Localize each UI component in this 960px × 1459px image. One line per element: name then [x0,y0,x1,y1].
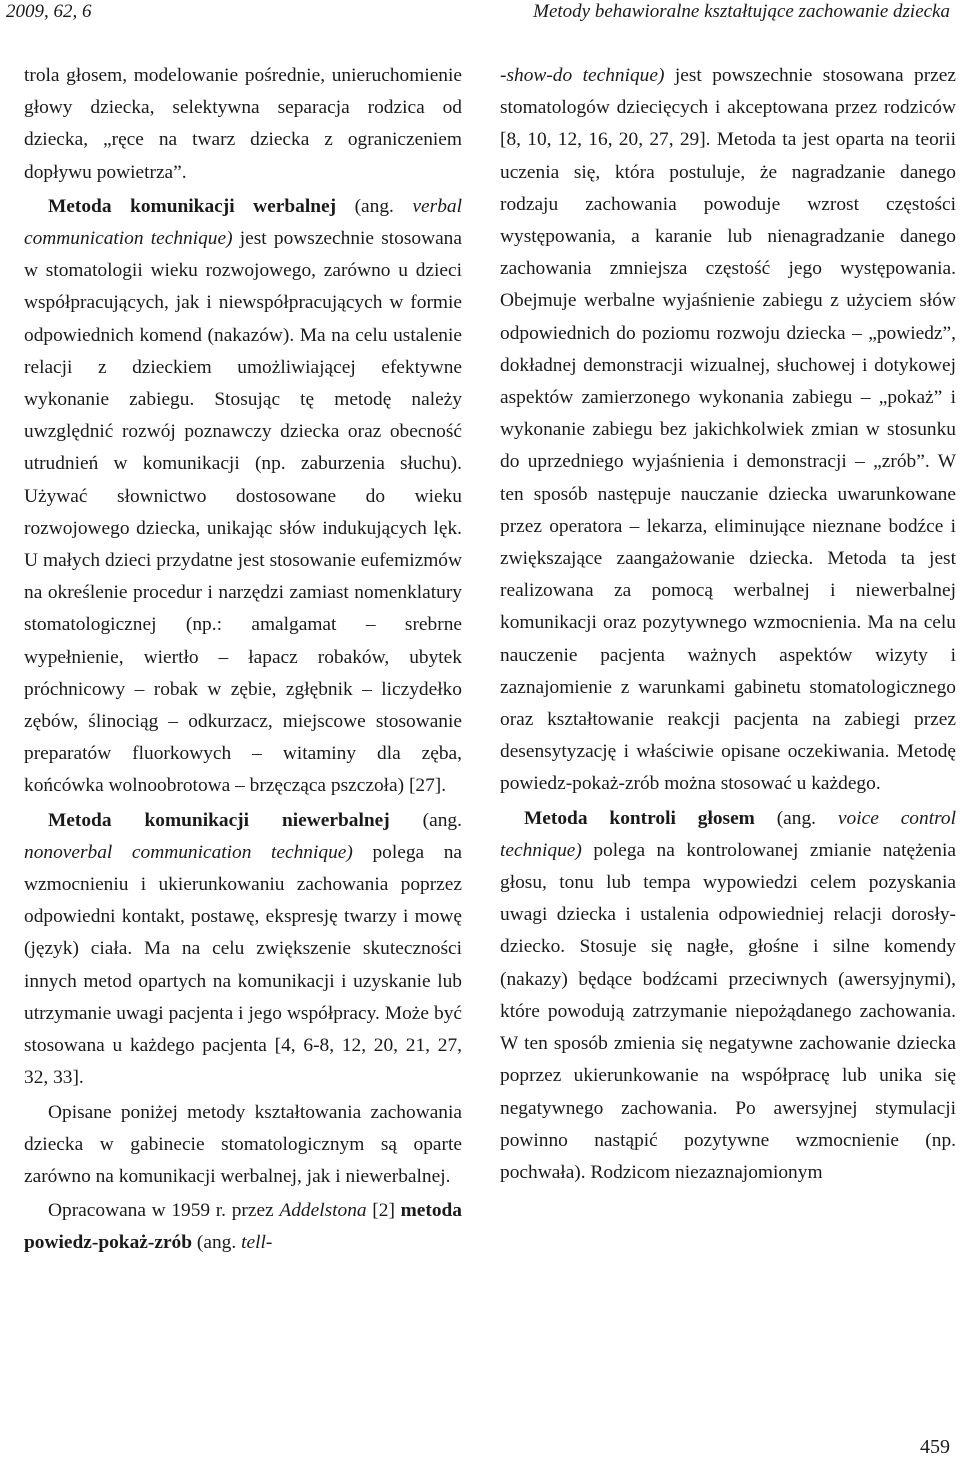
running-header [6,0,950,28]
page-number: 459 [920,1436,950,1458]
article-running-title: Metody behawioralne kształtujące zachowanie dziecka [533,1,950,22]
section-term: Metoda komunikacji werbalnej [48,195,337,217]
section-term: Metoda kontroli głosem [524,807,755,829]
paragraph-tell-show-do: Opracowana w 1959 r. przez Addelstona [2] metoda powiedz-pokaż-zrób (ang. tell- [24,1200,463,1254]
paragraph-voice-control: Metoda kontroli głosem (ang. voice control technique) polega na kontrolowanej zmianie natężenia głosu, tonu lub tempa wypowiedzi celem pozyskania uwagi dziecka i ustalenia odpowiedniej relacji dorosły-dziecko. Stosuje się nagłe, głośne i silne komendy (nakazy) będące bodźcami przeciwnych (awersyjnymi), które powodują zatrzymanie niepożądanego zachowania. W ten sposób zmienia się negatywne zachowanie dziecka poprzez ukierunkowanie na współpracę lub unika się negatywnego zachowania. Po awersyjnej stymulacji powinno nastąpić pozytywne wzmocnienie (np. pochwała). Rodzicom niezaznajomionym [500,807,956,1183]
paragraph-verbal-communication: Metoda komunikacji werbalnej (ang. verbal communication technique) jest powszechnie stosowana w stomatologii wieku rozwojowego, zarówno u dzieci współpracujących, jak i niewspółpracujących w formie odpowiednich komend (nakazów). Ma na celu ustalenie relacji z dzieckiem umożliwiającej efektywne wykonanie zabiegu. Stosując tę metodę należy uwzględnić rozwój poznawczy dziecka oraz obecność utrudnień w komunikacji (np. zaburzenia słuchu). Używać słownictwo dostosowane do wieku rozwojowego dziecka, unikając słów indukujących lęk. U małych dzieci przydatne jest stosowanie eufemizmów na określenie procedur i narzędzi zamiast nomenklatury stomatologicznej (np.: amalgamat – srebrne wypełnienie, wiertło – łapacz robaków, ubytek próchnicowy – robak w zębie, zgłębnik – liczydełko zębów, ślinociąg – odkurzacz, miejscowe stosowanie preparatów fluorkowych – witaminy dla zęba, końcówka wolnoobrotowa – brzęcząca pszczoła) [27]. [24,195,462,797]
paragraph: Opisane poniżej metody kształtowania zachowania dziecka w gabinecie stomatologicznym są oparte zarówno na komunikacji werbalnej, jak i niewerbalnej. [24,1101,462,1187]
paragraph: trola głosem, modelowanie pośrednie, unieruchomienie głowy dziecka, selektywna separacja rodzica od dziecka, „ręce na twarz dziecka z ograniczeniem dopływu powietrza”. [24,65,462,183]
journal-citation: 2009, 62, 6 [6,1,92,22]
left-column [24,60,462,1260]
section-term: Metoda komunikacji niewerbalnej [48,809,390,831]
right-column [500,60,956,1189]
paragraph: -show-do technique) jest powszechnie stosowana przez stomatologów dziecięcych i akceptowana przez rodziców [8, 10, 12, 16, 20, 27, 29]. Metoda ta jest oparta na teorii uczenia się, która postuluje, że nagradzanie danego rodzaju zachowania powoduje wzrost częstości występowania, a karanie lub nienagradzanie danego zachowania zmniejsza częstość jego występowania. Obejmuje werbalne wyjaśnienie zabiegu z użyciem słów odpowiednich do poziomu rozwoju dziecka – „powiedz”, dokładnej demonstracji wizualnej, słuchowej i dotykowej aspektów zamierzonego wykonania zabiegu – „pokaż” i wykonanie zabiegu bez jakichkolwiek zmian w stosunku do uprzedniego wyjaśnienia i demonstracji – „zrób”. W ten sposób następuje nauczanie dziecka uwarunkowane przez operatora – lekarza, eliminujące nieznane bodźce i zwiększające zaangażowanie dziecka. Metoda ta jest realizowana za pomocą werbalnej i niewerbalnej komunikacji oraz pozytywnego wzmocnienia. Ma na celu nauczenie pacjenta ważnych aspektów wizyty i zaznajomienie z warunkami gabinetu stomatologicznego oraz kształtowanie reakcji pacjenta na zabiegi przez desensytyzację i właściwie opisane oczekiwania. Metodę powiedz-pokaż-zrób można stosować u każdego. [500,65,956,795]
paragraph-nonverbal-communication: Metoda komunikacji niewerbalnej (ang. nonoverbal communication technique) polega na wzmocnieniu i ukierunkowaniu zachowania poprzez odpowiedni kontakt, postawę, ekspresję twarzy i mowę (język) ciała. Ma na celu zwiększenie skuteczności innych metod opartych na komunikacji i uzyskanie lub utrzymanie uwagi pacjenta i jego współpracy. Może być stosowana u każdego pacjenta [4, 6-8, 12, 20, 21, 27, 32, 33]. [24,809,462,1089]
section-term: metoda powiedz-pokaż-zrób [24,1200,463,1254]
